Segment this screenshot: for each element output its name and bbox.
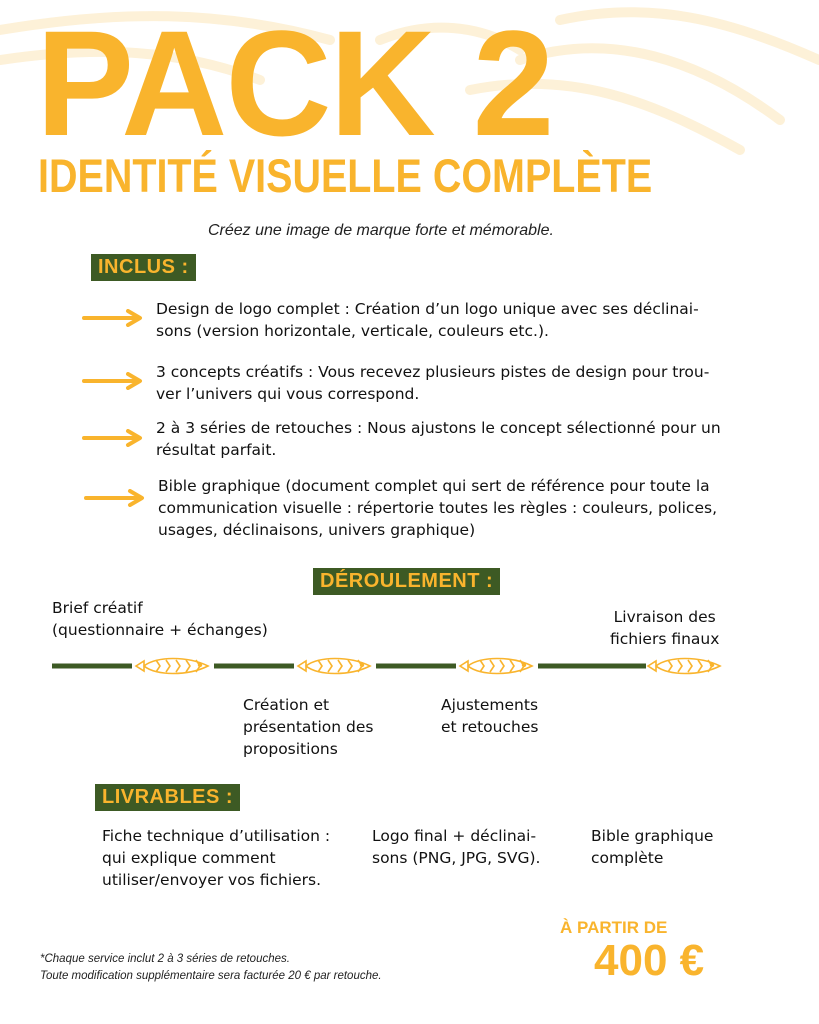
page-subtitle: IDENTITÉ VISUELLE COMPLÈTE (38, 149, 653, 202)
step-line: présentation des (243, 718, 374, 736)
step-line: Livraison des (613, 608, 716, 626)
item-line: 2 à 3 séries de retouches : Nous ajustons le concept sélectionné pour un (156, 419, 721, 437)
arrow-right-icon (82, 372, 144, 390)
step-line: et retouches (441, 718, 539, 736)
deliverable-line: qui explique comment (102, 849, 276, 867)
deliverable-bible (591, 825, 713, 869)
arrow-right-icon (84, 489, 146, 507)
item-line: résultat parfait. (156, 441, 277, 459)
step-line: propositions (243, 740, 338, 758)
step-ajustements (441, 694, 538, 738)
item-line: Design de logo complet : Création d’un logo unique avec ses déclinai- (156, 300, 699, 318)
arrow-right-icon (82, 309, 144, 327)
fish-icon (298, 659, 370, 674)
item-line: ver l’univers qui vous correspond. (156, 385, 420, 403)
deliverable-line: sons (PNG, JPG, SVG). (372, 849, 541, 867)
process-timeline (0, 646, 819, 686)
tagline: Créez une image de marque forte et mémorable. (208, 222, 554, 239)
deliverable-line: Logo final + déclinai- (372, 827, 537, 845)
item-line: sons (version horizontale, verticale, couleurs etc.). (156, 322, 549, 340)
deroulement-badge: DÉROULEMENT : (313, 568, 500, 595)
fish-icon (648, 659, 720, 674)
step-livraison (610, 606, 719, 650)
livrables-badge: LIVRABLES : (95, 784, 240, 811)
page-title: PACK 2 (36, 0, 553, 167)
arrow-right-icon (82, 429, 144, 447)
step-line: Création et (243, 696, 330, 714)
item-line: Bible graphique (document complet qui sert de référence pour toute la (158, 477, 710, 495)
deliverable-line: utiliser/envoyer vos fichiers. (102, 871, 322, 889)
deliverable-line: Bible graphique (591, 827, 714, 845)
inclus-badge: INCLUS : (91, 254, 196, 281)
step-creation (243, 694, 374, 760)
price-value: 400 € (594, 936, 705, 985)
deliverable-line: complète (591, 849, 664, 867)
footnote (40, 951, 382, 985)
deliverable-logo (372, 825, 540, 869)
step-line: Brief créatif (52, 599, 143, 617)
price-label: À PARTIR DE (560, 918, 668, 937)
fish-icon (136, 659, 208, 674)
footnote-line: *Chaque service inclut 2 à 3 séries de retouches. (40, 953, 290, 965)
deliverable-line: Fiche technique d’utilisation : (102, 827, 331, 845)
step-line: (questionnaire + échanges) (52, 621, 268, 639)
footnote-line: Toute modification supplémentaire sera facturée 20 € par retouche. (40, 970, 382, 982)
step-line: Ajustements (441, 696, 539, 714)
step-brief (52, 597, 268, 641)
step-line: fichiers finaux (610, 630, 720, 648)
fish-icon (460, 659, 532, 674)
item-line: communication visuelle : répertorie toutes les règles : couleurs, polices, (158, 499, 717, 517)
deliverable-fiche (102, 825, 330, 891)
item-line: usages, déclinaisons, univers graphique) (158, 521, 476, 539)
item-line: 3 concepts créatifs : Vous recevez plusieurs pistes de design pour trou- (156, 363, 710, 381)
